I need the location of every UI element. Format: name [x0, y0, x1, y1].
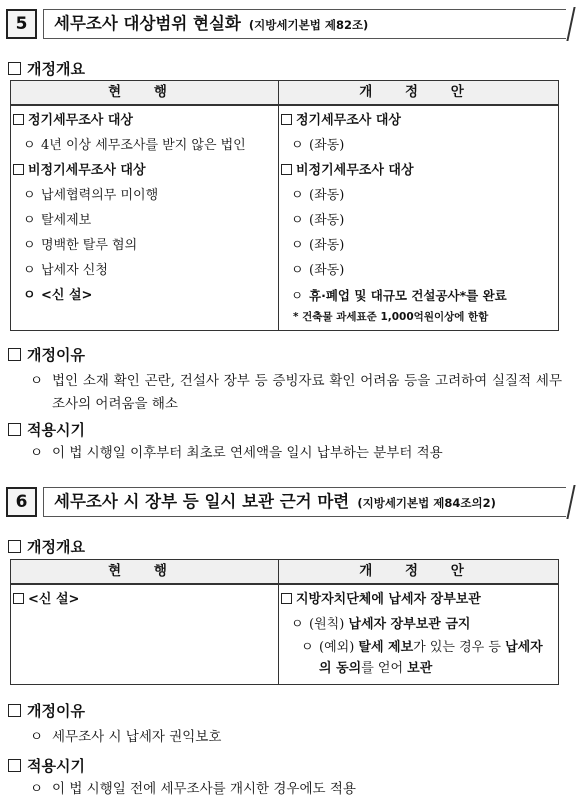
list-item: ㅇ 탈세제보: [23, 213, 92, 228]
proposed-column: [279, 105, 559, 331]
checkbox-square-icon: [8, 759, 21, 772]
section-number: 6: [6, 487, 37, 517]
list-item: ㅇ (좌동): [291, 213, 345, 228]
section-5-header: [6, 9, 566, 39]
section-title-bar: [43, 9, 566, 39]
column-header-current: 현 행: [11, 560, 279, 585]
principle-item: ㅇ (원칙) 납세자 장부보관 금지: [291, 617, 471, 632]
list-item: ㅇ 납세자 신청: [23, 263, 108, 278]
square-bullet-icon: [281, 114, 292, 125]
overview-heading: 개정개요: [8, 58, 85, 79]
column-header-proposed: 개 정 안: [279, 81, 559, 106]
list-item: ㅇ (좌동): [291, 263, 345, 278]
irregular-audit-heading: 비정기세무조사 대상: [281, 158, 554, 183]
checkbox-square-icon: [8, 62, 21, 75]
proposed-column: [279, 584, 559, 684]
header-slash-decoration: [566, 7, 575, 41]
apply-paragraph: ㅇ 이 법 시행일 전에 세무조사를 개시한 경우에도 적용: [30, 781, 356, 797]
square-bullet-icon: [13, 114, 24, 125]
exception-item: ㅇ (예외) 탈세 제보가 있는 경우 등 납세자의 동의를 얻어 보관: [301, 640, 543, 676]
irregular-audit-heading: 비정기세무조사 대상: [13, 158, 274, 183]
square-bullet-icon: [281, 164, 292, 175]
header-slash-decoration: [566, 485, 575, 519]
reason-paragraph: ㅇ 세무조사 시 납세자 권익보호: [30, 729, 222, 745]
apply-heading: 적용시기: [8, 755, 85, 776]
reason-heading: 개정이유: [8, 344, 85, 365]
list-item: ㅇ 4년 이상 세무조사를 받지 않은 법인: [23, 138, 246, 153]
list-item: ㅇ 명백한 탈루 혐의: [23, 238, 138, 253]
checkbox-square-icon: [8, 540, 21, 553]
column-header-current: 현 행: [11, 81, 279, 106]
checkbox-square-icon: [8, 423, 21, 436]
new-provision-item: ㅇ 휴·폐업 및 대규모 건설공사*를 완료: [291, 288, 507, 303]
section-title: 세무조사 대상범위 현실화: [54, 14, 241, 33]
overview-heading: 개정개요: [8, 536, 85, 557]
checkbox-square-icon: [8, 348, 21, 361]
footnote: * 건축물 과세표준 1,000억원이상에 한함: [293, 311, 489, 323]
square-bullet-icon: [281, 593, 292, 604]
regular-audit-heading: 정기세무조사 대상: [13, 108, 274, 133]
square-bullet-icon: [13, 164, 24, 175]
reason-heading: 개정이유: [8, 700, 85, 721]
law-reference: (지방세기본법 제82조): [248, 18, 369, 32]
column-header-proposed: 개 정 안: [279, 560, 559, 585]
list-item: ㅇ (좌동): [291, 188, 345, 203]
storage-heading: 지방자치단체에 납세자 장부보관: [281, 587, 554, 612]
apply-heading: 적용시기: [8, 419, 85, 440]
list-item: ㅇ 납세협력의무 미이행: [23, 188, 159, 203]
comparison-table: [10, 559, 559, 685]
checkbox-square-icon: [8, 704, 21, 717]
new-provision-item: ㅇ <신 설>: [23, 288, 93, 303]
section-title-bar: [43, 487, 566, 517]
regular-audit-heading: 정기세무조사 대상: [281, 108, 554, 133]
current-column: [11, 584, 279, 684]
law-reference: (지방세기본법 제84조의2): [357, 496, 496, 510]
section-title: 세무조사 시 장부 등 일시 보관 근거 마련: [54, 492, 350, 511]
comparison-table: [10, 80, 559, 331]
section-6-header: [6, 487, 566, 517]
list-item: ㅇ (좌동): [291, 238, 345, 253]
section-number: 5: [6, 9, 37, 39]
square-bullet-icon: [13, 593, 24, 604]
reason-paragraph: ㅇ 법인 소재 확인 곤란, 건설사 장부 등 증빙자료 확인 어려움 등을 고려하여 실질적 세무조사의 어려움을 해소: [30, 373, 562, 412]
new-provision-item: <신 설>: [13, 587, 274, 612]
apply-paragraph: ㅇ 이 법 시행일 이후부터 최초로 연세액을 일시 납부하는 분부터 적용: [30, 445, 443, 461]
current-column: [11, 105, 279, 331]
list-item: ㅇ (좌동): [291, 138, 345, 153]
